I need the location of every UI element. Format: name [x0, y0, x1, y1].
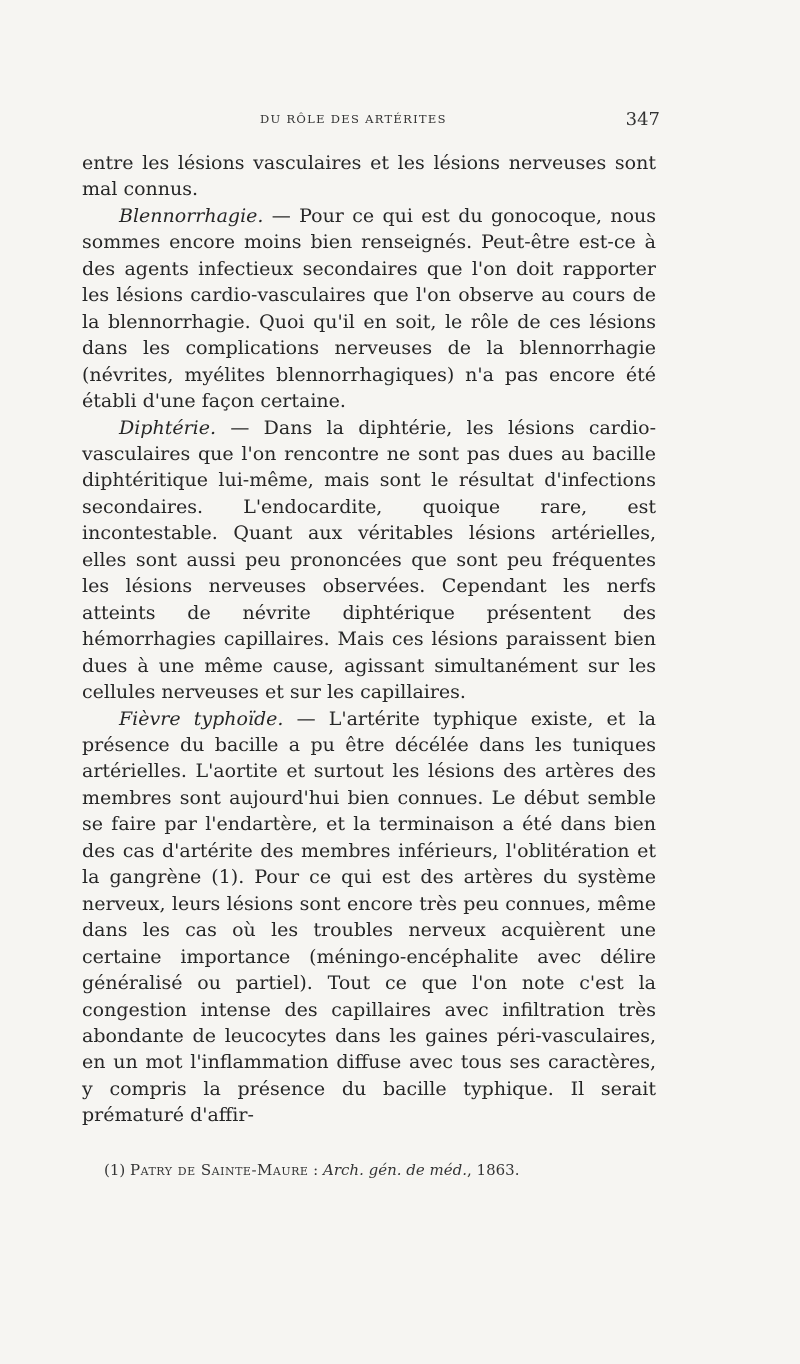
footnote-source: Arch. gén. de méd. [323, 1161, 467, 1179]
paragraph-diphterie [82, 415, 656, 706]
footnote-marker: (1) [104, 1161, 126, 1179]
page-number: 347 [625, 109, 660, 130]
footnote-author: Patry de Sainte-Maure [130, 1161, 309, 1179]
section-subhead: Diphtérie. [119, 416, 217, 439]
section-subhead: Fièvre typhoïde. [119, 707, 284, 730]
paragraph-text: entre les lésions vasculaires et les lésions nerveuses sont mal connus. [82, 152, 656, 201]
paragraph-text: — Pour ce qui est du gonocoque, nous sommes encore moins bien renseignés. Peut-être est-ce à des agents infectieux secondaires que l'on doit rapporter les lésions cardio-vasculaires que l'on observe au cours de la blennorrhagie. Quoi qu'il en soit, le rôle de ces lésions dans les complications nerveuses de la blennorrhagie (névrites, myélites blennorrhagiques) n'a pas encore été établi d'une façon certaine. [82, 204, 656, 413]
footnote [104, 1160, 664, 1180]
running-head [0, 109, 800, 132]
running-head-title: DU RÔLE DES ARTÉRITES [260, 112, 447, 126]
body-text [82, 150, 656, 1129]
paragraph-continuation [82, 150, 656, 203]
paragraph-text: — L'artérite typhique existe, et la présence du bacille a pu être décélée dans les tuniques artérielles. L'aortite et surtout les lésions des artères des membres sont aujourd'hui bien connues. Le début semble se faire par l'endartère, et la terminaison a été dans bien des cas d'artérite des membres inférieurs, l'oblitération et la gangrène (1). Pour ce qui est des artères du système nerveux, leurs lésions sont encore très peu connues, même dans les cas où les troubles nerveux acquièrent une certaine importance (méningo-encéphalite avec délire généralisé ou partiel). Tout ce que l'on note c'est la congestion intense des capillaires avec infiltration très abondante de leucocytes dans les gaines péri-vasculaires, en un mot l'inflammation diffuse avec tous ses caractères, y compris la présence du bacille typhique. Il serait prématuré d'affir- [82, 707, 656, 1127]
paragraph-text: — Dans la diphtérie, les lésions cardio-vasculaires que l'on rencontre ne sont pas dues au bacille diphtéritique lui-même, mais sont le résultat d'infections secondaires. L'endocardite, quoique rare, est incontestable. Quant aux véritables lésions artérielles, elles sont aussi peu prononcées que sont peu fréquentes les lésions nerveuses observées. Cependant les nerfs atteints de névrite diphtérique présentent des hémorrhagies capillaires. Mais ces lésions paraissent bien dues à une même cause, agissant simultanément sur les cellules nerveuses et sur les capillaires. [82, 416, 656, 704]
paragraph-fievre-typhoide [82, 706, 656, 1129]
paragraph-blennorrhagie [82, 203, 656, 415]
footnote-separator: : [308, 1161, 323, 1179]
section-subhead: Blennorrhagie. [119, 204, 264, 227]
footnote-year: , 1863. [467, 1161, 520, 1179]
